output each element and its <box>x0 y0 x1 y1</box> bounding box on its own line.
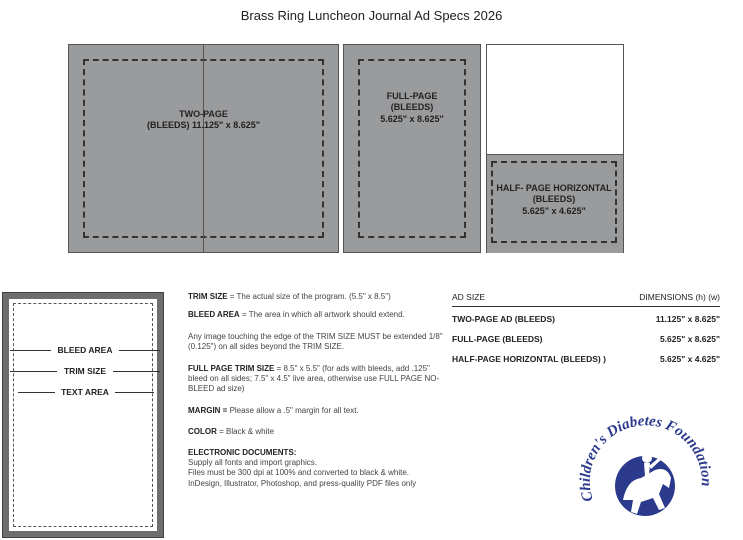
header-dimensions: DIMENSIONS (h) (w) <box>639 292 720 302</box>
bleed-diagram <box>2 292 164 538</box>
logo-text: Children's Diabetes Foundation <box>577 413 714 504</box>
spec-touch-edge: Any image touching the edge of the TRIM SIZE MUST be extended 1/8" (0.125") on all sides beyond the TRIM SIZE. <box>188 331 443 352</box>
spec-bleed-area: BLEED AREA = The area in which all artwork should extend. <box>188 310 405 320</box>
table-row <box>452 354 720 364</box>
bleed-area-label: BLEED AREA <box>51 345 119 355</box>
row-dims: 5.625" x 8.625" <box>659 334 720 344</box>
spec-electronic-title: ELECTRONIC DOCUMENTS: <box>188 447 297 457</box>
half-page-label: HALF- PAGE HORIZONTAL (BLEEDS) 5.625" x 4.625" <box>496 183 612 216</box>
half-page-ad-box <box>486 44 624 253</box>
header-ad-size: AD SIZE <box>452 292 486 302</box>
full-page-ad-box <box>343 44 481 253</box>
spec-color: COLOR = Black & white <box>188 427 275 437</box>
row-size: TWO-PAGE AD (BLEEDS) <box>452 314 555 324</box>
electronic-line: Files must be 300 dpi at 100% and converted to black & white. <box>188 468 410 478</box>
spec-trim-size: TRIM SIZE = The actual size of the program. (5.5" x 8.5") <box>188 292 391 301</box>
row-size: HALF-PAGE HORIZONTAL (BLEEDS) ) <box>452 354 606 364</box>
ad-size-table <box>452 292 720 374</box>
spec-electronic-lines <box>188 458 450 489</box>
text-area-outline <box>13 303 153 527</box>
full-page-trim-line <box>358 59 466 238</box>
electronic-line: Supply all fonts and import graphics. <box>188 457 317 467</box>
table-row <box>452 334 720 344</box>
row-size: FULL-PAGE (BLEEDS) <box>452 334 543 344</box>
spec-full-page-trim: FULL PAGE TRIM SIZE = 8.5" x 5.5" (for ads with bleeds, add .125" bleed on all sides; 7.5" x 4.5" live area, otherwise use FULL PAGE NO-BLEED ad size) <box>188 363 440 394</box>
full-page-label: FULL-PAGE (BLEEDS) 5.625" x 8.625" <box>380 91 444 124</box>
trim-size-label: TRIM SIZE <box>57 366 113 376</box>
spec-margin: MARGIN = Please allow a .5" margin for all text. <box>188 405 359 415</box>
specs-text <box>188 292 450 497</box>
page-title: Brass Ring Luncheon Journal Ad Specs 2026 <box>240 8 503 23</box>
row-dims: 5.625" x 4.625" <box>659 354 720 364</box>
row-dims: 11.125" x 8.625" <box>655 314 720 324</box>
table-header <box>452 292 720 307</box>
text-area-label: TEXT AREA <box>55 387 115 397</box>
two-page-ad-box <box>68 44 339 253</box>
two-page-label: TWO-PAGE (BLEEDS) 11.125" x 8.625" <box>146 109 261 131</box>
table-row <box>452 314 720 324</box>
half-page-ad-area <box>487 154 623 253</box>
two-page-spine <box>203 45 204 252</box>
horse-rider-logo-icon <box>575 408 715 536</box>
electronic-line: InDesign, Illustrator, Photoshop, and press-quality PDF files only <box>188 478 417 488</box>
